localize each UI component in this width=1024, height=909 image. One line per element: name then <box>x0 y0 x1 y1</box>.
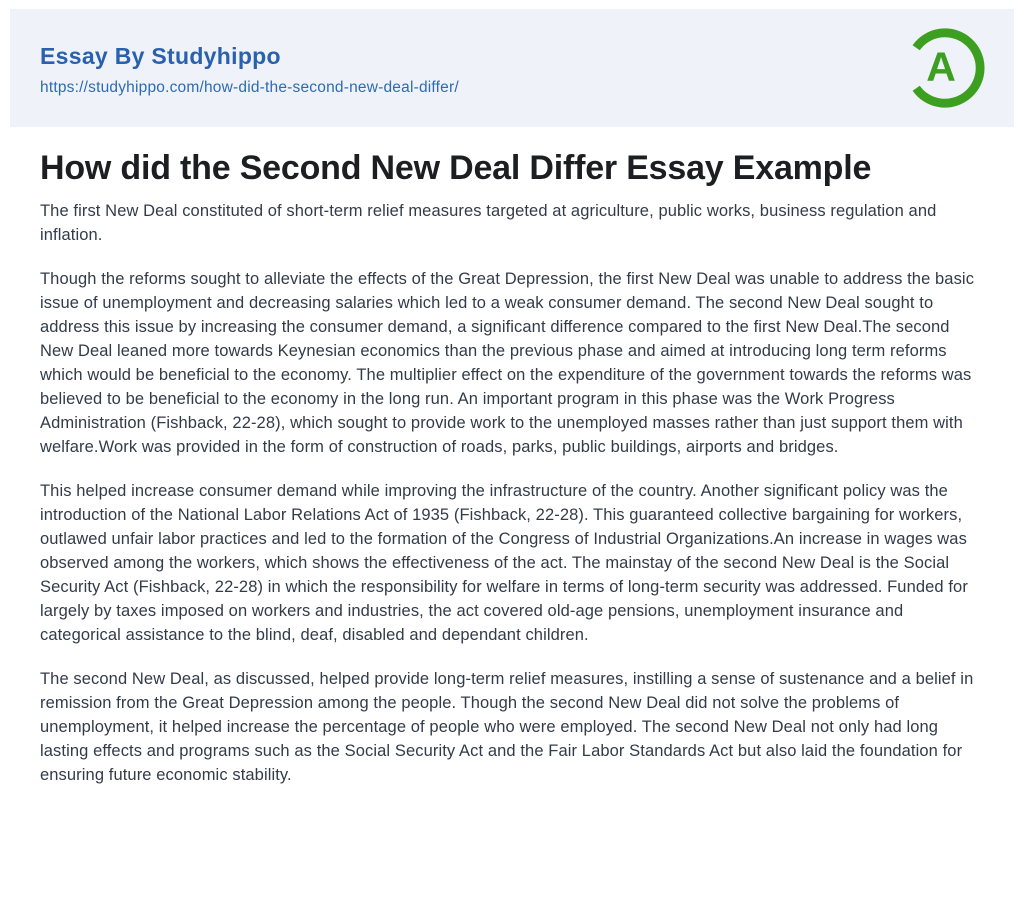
essay-url-link[interactable]: https://studyhippo.com/how-did-the-second-new-deal-differ/ <box>40 79 459 96</box>
essay-paragraph: The first New Deal constituted of short-term relief measures targeted at agriculture, public works, business regulation and inflation. <box>40 202 937 244</box>
header-text-block <box>40 39 459 97</box>
article-content <box>0 127 1024 787</box>
essay-paragraph: Though the reforms sought to alleviate the effects of the Great Depression, the first New Deal was unable to address the basic issue of unemployment and decreasing salaries which led to a weak consumer demand. The second New Deal sought to address this issue by increasing the consumer demand, a significant difference compared to the first New Deal.The second New Deal leaned more towards Keynesian economics than the previous phase and aimed at introducing long term reforms which would be beneficial to the economy. The multiplier effect on the expenditure of the government towards the reforms was believed to be beneficial to the economy in the long run. An important program in this phase was the Work Progress Administration (Fishback, 22-28), which sought to provide work to the unemployed masses rather than just support them with welfare.Work was provided in the form of construction of roads, parks, public buildings, airports and bridges. <box>40 270 975 456</box>
essay-title: How did the Second New Deal Differ Essay Example <box>40 149 872 187</box>
studyhippo-logo-icon <box>902 22 990 114</box>
logo-letter: A <box>926 43 956 90</box>
page-header <box>10 9 1014 127</box>
essay-paragraph: The second New Deal, as discussed, helped provide long-term relief measures, instilling a sense of sustenance and a belief in remission from the Great Depression among the people. Though the second New Deal did not solve the problems of unemployment, it helped increase the percentage of people who were employed. The second New Deal not only had long lasting effects and programs such as the Social Security Act and the Fair Labor Standards Act but also laid the foundation for ensuring future economic stability. <box>40 670 974 784</box>
site-title: Essay By Studyhippo <box>40 43 281 69</box>
article-body <box>40 199 984 787</box>
essay-paragraph: This helped increase consumer demand while improving the infrastructure of the country. Another significant policy was the introduction of the National Labor Relations Act of 1935 (Fishback, 22-28). This guaranteed collective bargaining for workers, outlawed unfair labor practices and led to the formation of the Congress of Industrial Organizations.An increase in wages was observed among the workers, which shows the effectiveness of the act. The mainstay of the second New Deal is the Social Security Act (Fishback, 22-28) in which the responsibility for welfare in terms of long-term security was addressed. Funded for largely by taxes imposed on workers and industries, the act covered old-age pensions, unemployment insurance and categorical assistance to the blind, deaf, disabled and dependant children. <box>40 482 968 644</box>
